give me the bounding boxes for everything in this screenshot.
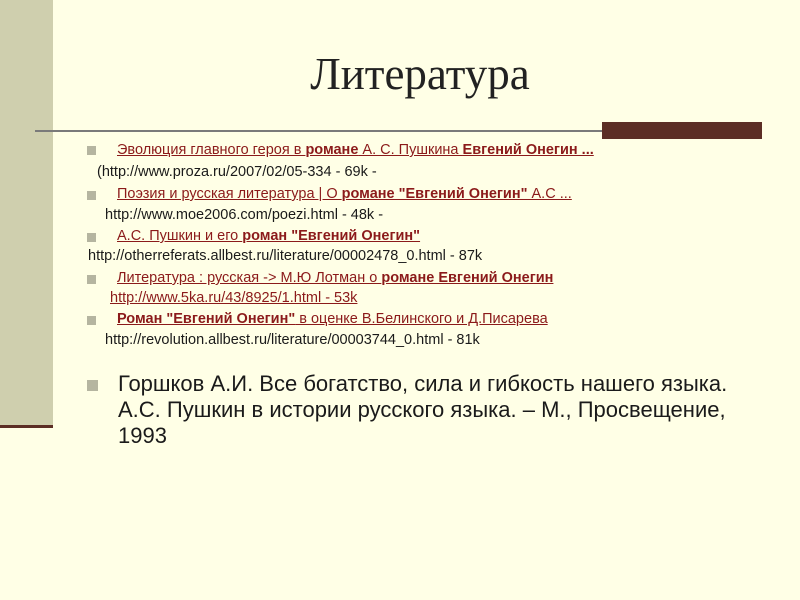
bullet-icon [87, 146, 96, 155]
url-3: http://otherreferats.allbest.ru/literature/00002478_0.html - 87k [88, 248, 483, 264]
bullet-icon [87, 316, 96, 325]
list-item-link-2 [117, 186, 572, 202]
bullet-icon [87, 275, 96, 284]
slide-title: Литература [310, 49, 530, 99]
bullet-icon [87, 380, 98, 391]
reference-text: Горшков А.И. Все богатство, сила и гибкость нашего языка. А.С. Пушкин в истории русского языка. – М., Просвещение, 1993 [118, 371, 728, 448]
url-1: (http://www.proza.ru/2007/02/05-334 - 69k - [97, 164, 377, 180]
link-3[interactable]: А.С. Пушкин и его роман "Евгений Онегин" [117, 228, 421, 244]
url-5: http://revolution.allbest.ru/literature/00003744_0.html - 81k [105, 332, 480, 348]
list-item-link-4 [117, 270, 553, 286]
link-2[interactable]: Поэзия и русская литература | О романе "Евгений Онегин" А.С ... [117, 186, 572, 202]
bullet-icon [87, 233, 96, 242]
url-2: http://www.moe2006.com/poezi.html - 48k - [105, 207, 384, 223]
url-link-4[interactable]: http://www.5ka.ru/43/8925/1.html - 53k [110, 290, 358, 306]
link-4[interactable]: Литература : русская -> М.Ю Лотман о романе Евгений Онегин [117, 270, 554, 286]
link-1[interactable]: Эволюция главного героя в романе А. С. Пушкина Евгений Онегин ... [117, 142, 594, 158]
title-divider-accent [602, 122, 762, 139]
bullet-icon [87, 191, 96, 200]
list-item-link-1 [117, 142, 594, 158]
list-item-link-3 [117, 228, 420, 244]
link-5[interactable]: Роман "Евгений Онегин" в оценке В.Белинского и Д.Писарева [117, 311, 548, 327]
side-decoration-line [0, 425, 53, 428]
list-item-link-5 [117, 311, 548, 327]
url-4 [110, 290, 357, 306]
